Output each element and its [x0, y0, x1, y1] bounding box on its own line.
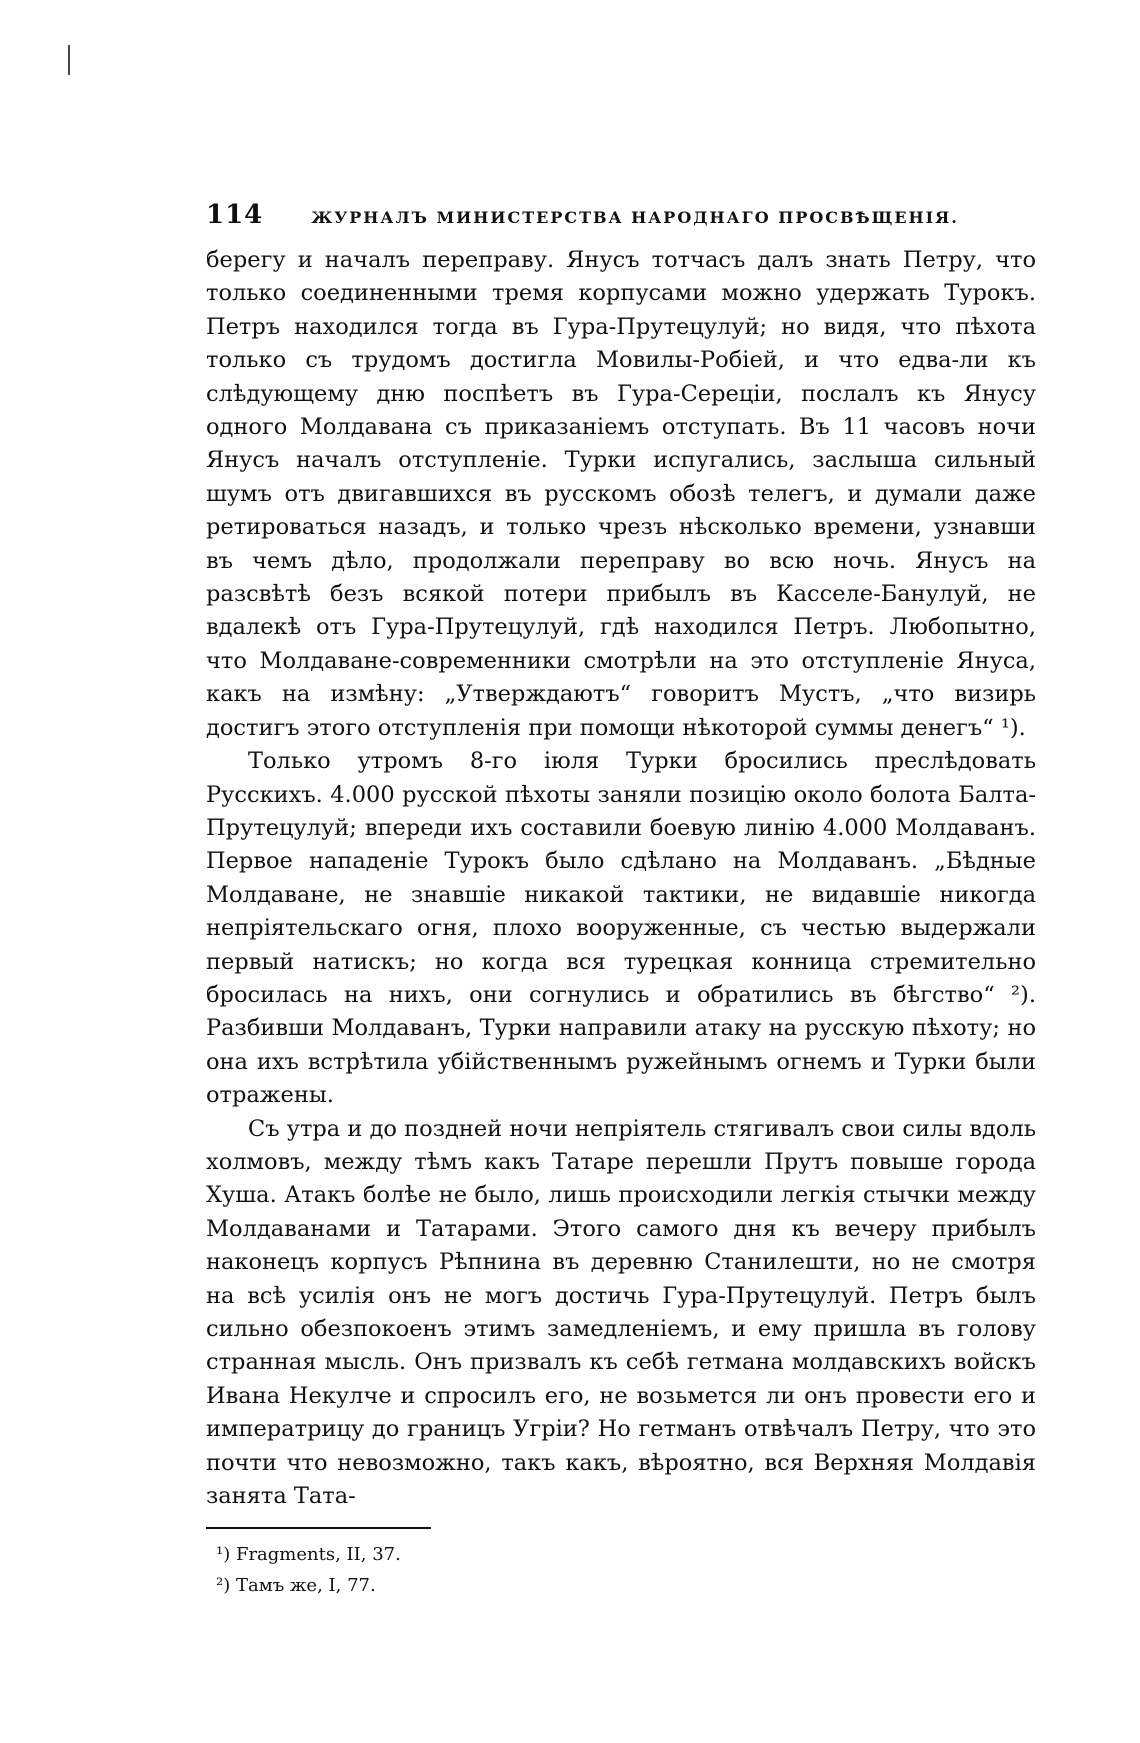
paragraph-3: Съ утра и до поздней ночи непріятель стягивалъ свои силы вдоль холмовъ, между тѣмъ какъ Татаре перешли Прутъ повыше города Хуша. Атакъ болѣе не было, лишь происходили легкія стычки между Молдаванами и Татарами. Этого самого дня къ вечеру прибылъ наконецъ корпусъ Рѣпнина въ деревню Станилешти, но не смотря на всѣ усилія онъ не могъ достичь Гура-Прутецулуй. Петръ былъ сильно обезпокоенъ этимъ замедленіемъ, и ему пришла въ голову странная мысль. Онъ призвалъ къ себѣ гетмана молдавскихъ войскъ Ивана Некулче и спросилъ его, не возьмется ли онъ провести его и императрицу до границъ Угріи? Но гетманъ отвѣчалъ Петру, что это почти что невозможно, такъ какъ, вѣроятно, вся Верхняя Молдавія занята Тата-: [206, 1115, 1036, 1510]
paragraph-2: Только утромъ 8-го іюля Турки бросились преслѣдовать Русскихъ. 4.000 русской пѣхоты заняли позицію около болота Балта-Прутецулуй; впереди ихъ составили боевую линію 4.000 Молдаванъ. Первое нападеніе Турокъ было сдѣлано на Молдаванъ. „Бѣдные Молдаване, не знавшіе никакой тактики, не видавшіе никогда непріятельскаго огня, плохо вооруженные, съ честью выдержали первый натискъ; но когда вся турецкая конница стремительно бросилась на нихъ, они согнулись и обратились въ бѣгство“ ²). Разбивши Молдаванъ, Турки направили атаку на русскую пѣхоту; но она ихъ встрѣтила убійственнымъ ружейнымъ огнемъ и Турки были отражены.: [206, 748, 1036, 1109]
page-number: 114: [206, 200, 264, 230]
paragraph-1: берегу и началъ переправу. Янусъ тотчасъ далъ знать Петру, что только соединенными тремя корпусами можно удержать Турокъ. Петръ находился тогда въ Гура-Прутецулуй; но видя, что пѣхота только съ трудомъ достигла Мовилы-Робіей, и что едва-ли къ слѣдующему дню поспѣетъ въ Гура-Сереціи, послалъ къ Янусу одного Молдавана съ приказаніемъ отступать. Въ 11 часовъ ночи Янусъ началъ отступленіе. Турки испугались, заслыша сильный шумъ отъ двигавшихся въ русскомъ обозѣ телегъ, и думали даже ретироваться назадъ, и только чрезъ нѣсколько времени, узнавши въ чемъ дѣло, продолжали переправу во всю ночь. Янусъ на разсвѣтѣ безъ всякой потери прибылъ въ Касселе-Банулуй, не вдалекѣ отъ Гура-Прутецулуй, гдѣ находился Петръ. Любопытно, что Молдаване-современники смотрѣли на это отступленіе Януса, какъ на измѣну: „Утверждаютъ“ говоритъ Мустъ, „что визирь достигъ этого отступленія при помощи нѣкоторой суммы денегъ“ ¹).: [206, 247, 1036, 741]
footnotes: [206, 1539, 1036, 1601]
book-page: [206, 200, 1036, 1601]
footnote-divider: [206, 1527, 431, 1529]
scan-edge-mark: [68, 45, 70, 75]
journal-title: ЖУРНАЛЪ МИНИСТЕРСТВА НАРОДНАГО ПРОСВѢЩЕНІЯ.: [311, 208, 959, 227]
footnote-2: ²) Тамъ же, I, 77.: [216, 1575, 376, 1597]
running-head: [206, 200, 1036, 230]
footnote-1: ¹) Fragments, II, 37.: [216, 1544, 401, 1566]
